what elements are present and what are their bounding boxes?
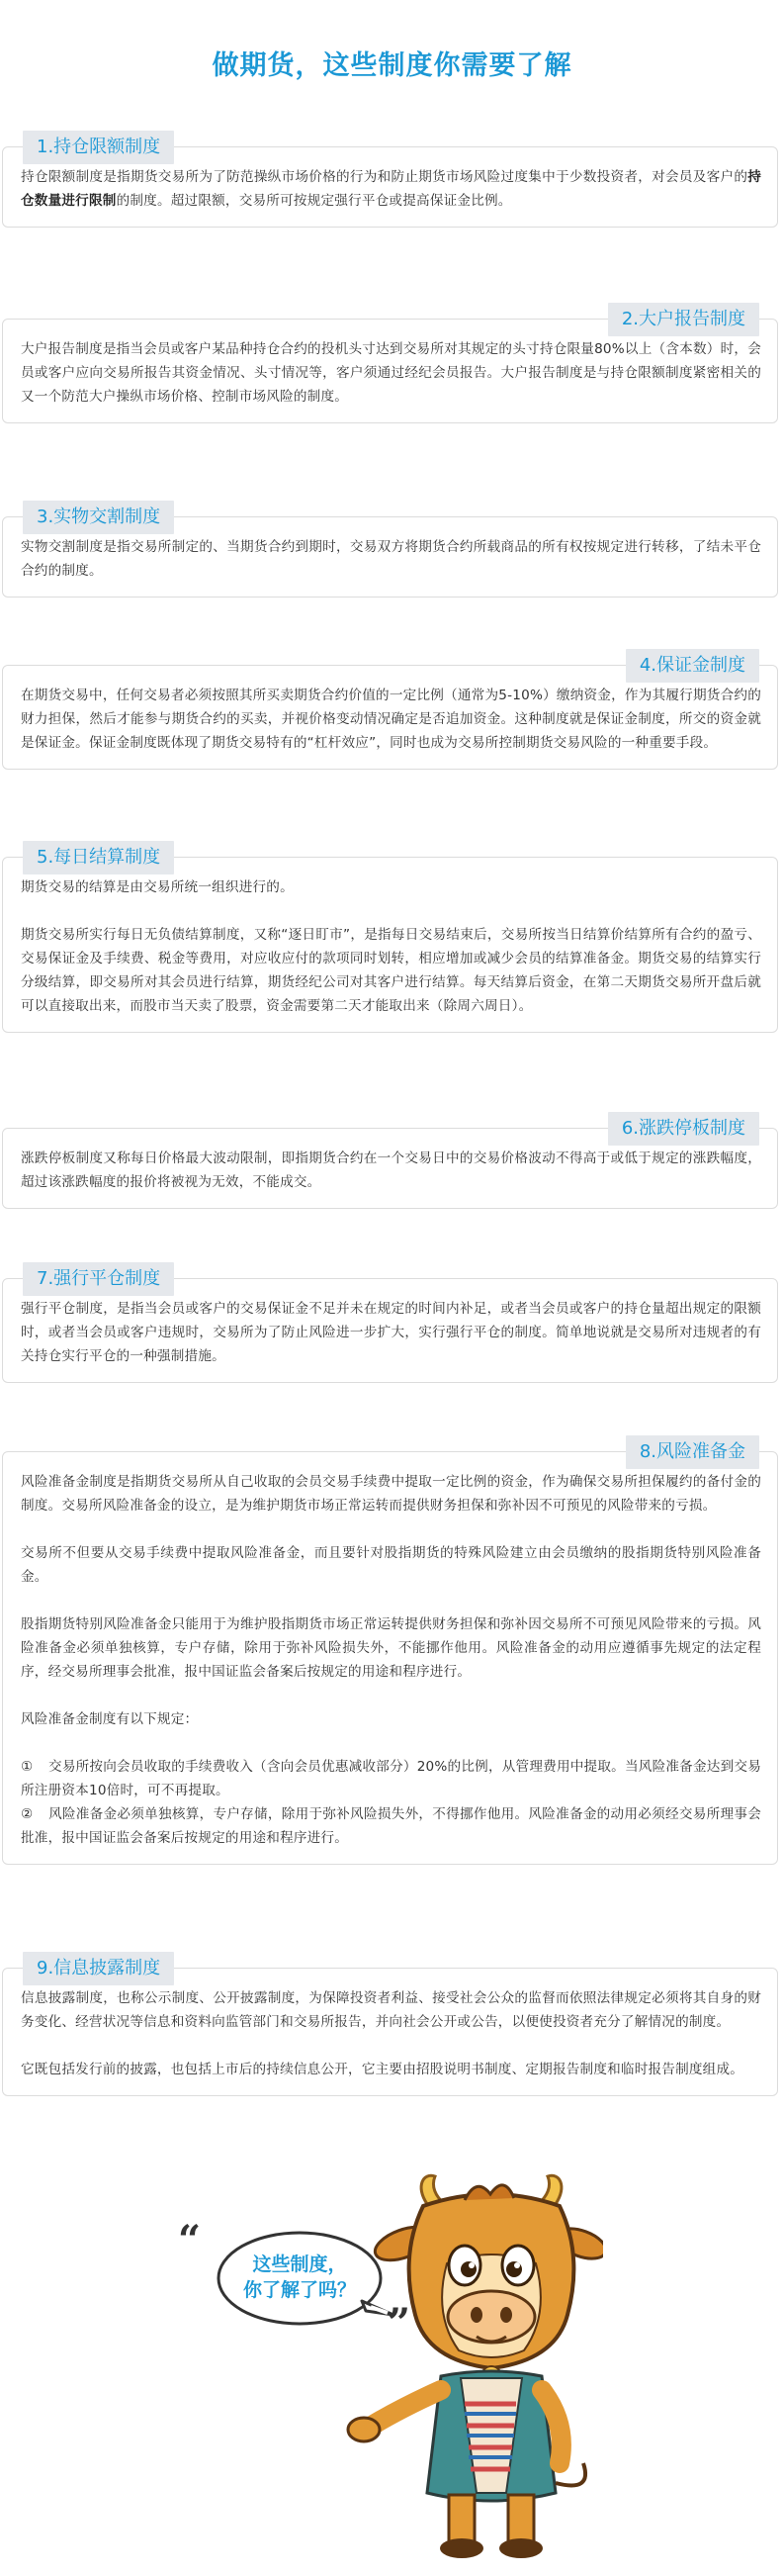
section-paragraph: 实物交割制度是指交易所制定的、当期货合约到期时，交易双方将期货合约所载商品的所有权按规定进行转移，了结未平仓合约的制度。: [21, 539, 761, 579]
section-paragraph: 强行平仓制度，是指当会员或客户的交易保证金不足并未在规定的时间内补足，或者当会员或客户的持仓量超出规定的限额时，或者当会员或客户违规时，交易所为了防止风险进一步扩大，实行强行平仓的制度。简单地说就是交易所对违规者的有关持仓实行平仓的一种强制措施。: [21, 1301, 761, 1364]
section-tag: 7.强行平仓制度: [23, 1262, 174, 1296]
section-tag: 2.大户报告制度: [608, 303, 759, 336]
section-tag: 9.信息披露制度: [23, 1952, 174, 1985]
svg-text:“: “: [178, 2217, 202, 2263]
section-daily-settlement: [2, 847, 778, 1033]
speech-bubble-text: [235, 2252, 364, 2303]
section-position-limit: [2, 137, 778, 228]
section-tag: 8.风险准备金: [626, 1435, 759, 1469]
section-price-limit: [2, 1118, 778, 1209]
section-tag: 4.保证金制度: [626, 649, 759, 683]
section-paragraph: 信息披露制度，也称公示制度、公开披露制度，为保障投资者利益、接受社会公众的监督而依照法律规定必须将其自身的财务变化、经营状况等信息和资料向监管部门和交易所报告，并向社会公开或公告，以便使投资者充分了解情况的制度。: [21, 1990, 761, 2030]
section-tag: 5.每日结算制度: [23, 841, 174, 874]
cow-mascot-icon: [168, 2166, 603, 2572]
list-item: [21, 1802, 761, 1850]
section-margin: [2, 655, 778, 770]
page-title: 做期货，这些制度你需要了解: [212, 50, 572, 81]
section-paragraph: 风险准备金制度是指期货交易所从自己收取的会员交易手续费中提取一定比例的资金，作为确保交易所担保履约的备付金的制度。交易所风险准备金的设立，是为维护期货市场正常运转而提供财务担保和弥补因不可预见的风险带来的亏损。: [21, 1474, 761, 1514]
speech-bubble-line: 你了解了吗？: [242, 2279, 356, 2301]
list-item-number: ②: [21, 1806, 34, 1822]
svg-text:”: ”: [388, 2300, 411, 2346]
section-tag: 3.实物交割制度: [23, 501, 174, 534]
list-item-text: 交易所按向会员收取的手续费收入（含向会员优惠减收部分）20%的比例，从管理费用中提取。当风险准备金达到交易所注册资本10倍时，可不再提取。: [21, 1759, 761, 1798]
list-item: [21, 1755, 761, 1802]
section-paragraph: 持仓限额制度是指期货交易所为了防范操纵市场价格的行为和防止期货市场风险过度集中于少数投资者，对会员及客户的持仓数量进行限制的制度。超过限额，交易所可按规定强行平仓或提高保证金比例。: [21, 169, 761, 209]
section-risk-reserve: [2, 1441, 778, 1865]
section-paragraph: 交易所不但要从交易手续费中提取风险准备金，而且要针对股指期货的特殊风险建立由会员缴纳的股指期货特别风险准备金。: [21, 1545, 761, 1585]
section-paragraph: 在期货交易中，任何交易者必须按照其所买卖期货合约价值的一定比例（通常为5-10%）缴纳资金，作为其履行期货合约的财力担保，然后才能参与期货合约的买卖，并视价格变动情况确定是否追加资金。这种制度就是保证金制度，所交的资金就是保证金。保证金制度既体现了期货交易特有的“杠杆效应”，同时也成为交易所控制期货交易风险的一种重要手段。: [21, 688, 761, 751]
section-forced-liquidation: [2, 1268, 778, 1383]
section-paragraph: 期货交易的结算是由交易所统一组织进行的。: [21, 879, 294, 895]
list-item-number: ①: [21, 1759, 34, 1775]
speech-bubble-line: 这些制度，: [252, 2254, 347, 2275]
section-information-disclosure: [2, 1958, 778, 2096]
section-tag: 6.涨跌停板制度: [608, 1112, 759, 1146]
list-item-text: 风险准备金必须单独核算，专户存储，除用于弥补风险损失外，不得挪作他用。风险准备金的动用必须经交易所理事会批准，报中国证监会备案后按规定的用途和程序进行。: [21, 1806, 761, 1846]
section-paragraph: 涨跌停板制度又称每日价格最大波动限制，即指期货合约在一个交易日中的交易价格波动不得高于或低于规定的涨跌幅度，超过该涨跌幅度的报价将被视为无效，不能成交。: [21, 1150, 761, 1190]
section-paragraph: 期货交易所实行每日无负债结算制度，又称“逐日盯市”，是指每日交易结束后，交易所按当日结算价结算所有合约的盈亏、交易保证金及手续费、税金等费用，对应收应付的款项同时划转，相应增加或减少会员的结算准备金。期货交易的结算实行分级结算，即交易所对其会员进行结算，期货经纪公司对其客户进行结算。每天结算后资金，在第二天期货交易所开盘后就可以直接取出来，而股市当天卖了股票，资金需要第二天才能取出来（除周六周日）。: [21, 927, 761, 1014]
section-large-trader-report: [2, 309, 778, 423]
bold-emphasis: 持仓数量进行限制: [21, 169, 761, 209]
section-paragraph: 股指期货特别风险准备金只能用于为维护股指期货市场正常运转提供财务担保和弥补因交易所不可预见风险带来的亏损。风险准备金必须单独核算，专户存储，除用于弥补风险损失外，不能挪作他用。风险准备金的动用应遵循事先规定的法定程序，经交易所理事会批准，报中国证监会备案后按规定的用途和程序进行。: [21, 1616, 761, 1680]
section-paragraph: 大户报告制度是指当会员或客户某品种持仓合约的投机头寸达到交易所对其规定的头寸持仓限量80%以上（含本数）时，会员或客户应向交易所报告其资金情况、头寸情况等，客户须通过经纪会员报告。大户报告制度是与持仓限额制度紧密相关的又一个防范大户操纵市场价格、控制市场风险的制度。: [21, 341, 761, 405]
mascot-illustration: [168, 2166, 603, 2572]
section-paragraph: 风险准备金制度有以下规定：: [21, 1711, 199, 1727]
section-tag: 1.持仓限额制度: [23, 131, 174, 164]
section-physical-delivery: [2, 506, 778, 598]
section-paragraph: 它既包括发行前的披露，也包括上市后的持续信息公开，它主要由招股说明书制度、定期报告制度和临时报告制度组成。: [21, 2062, 744, 2077]
